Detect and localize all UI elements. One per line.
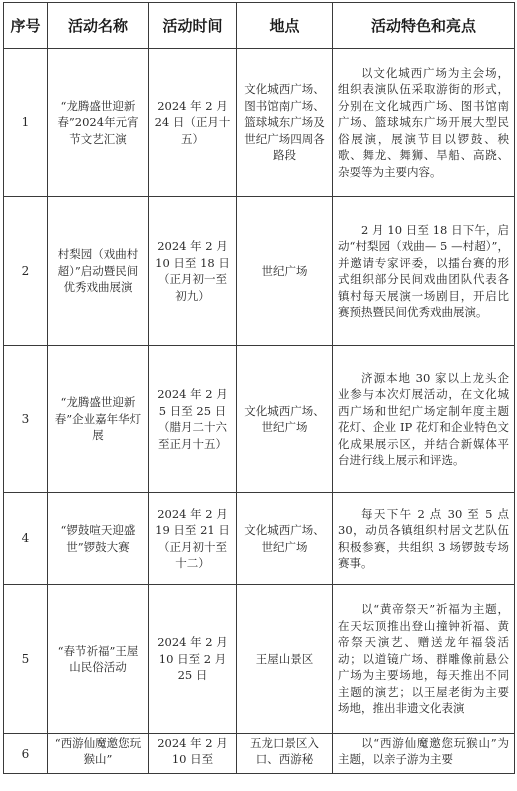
row-index: 3 — [4, 346, 48, 493]
row-index: 4 — [4, 493, 48, 585]
row-name-text: “西游仙魔邀您玩猴山” — [54, 735, 142, 766]
row-place: 文化城西广场、世纪广场 — [237, 346, 333, 493]
row-time: 2024 年 2 月 24 日（正月十五） — [149, 49, 237, 197]
row-feature: 以“黄帝祭天”祈福为主题，在天坛顶推出登山撞钟祈福、黄帝祭天演艺、赠送龙年福袋活动；以道镜广场、群雕像前悬公广场为主要场地，每天推出不同主题的演艺；以王屋老街为主要场地，推出非遗文化表演 — [333, 585, 515, 734]
row-place: 文化城西广场、世纪广场 — [237, 493, 333, 585]
row-place — [237, 734, 333, 774]
row-place-text: 五龙口景区入口、西游秘 — [250, 735, 319, 766]
row-name: “锣鼓喧天迎盛世”锣鼓大赛 — [48, 493, 149, 585]
row-time — [149, 734, 237, 774]
table-row — [4, 346, 515, 493]
header-name: 活动名称 — [48, 3, 149, 49]
row-index — [4, 734, 48, 774]
row-feature: 每天下午 2 点 30 至 5 点 30，动员各镇组织村居文艺队伍积极参赛，共组织 3 场锣鼓专场赛事。 — [333, 493, 515, 585]
row-index: 2 — [4, 197, 48, 346]
row-feature: 以文化城西广场为主会场，组织表演队伍采取游街的形式，分别在文化城西广场、图书馆南广场、篮球城东广场开展大型民俗展演，展演节目以锣鼓、秧歌、舞龙、舞狮、旱船、高跷、杂耍等为主要内容。 — [333, 49, 515, 197]
header-time: 活动时间 — [149, 3, 237, 49]
row-name: “龙腾盛世迎新春”2024年元宵节文艺汇演 — [48, 49, 149, 197]
row-index: 5 — [4, 585, 48, 734]
table-row — [4, 197, 515, 346]
row-index-text: 6 — [21, 746, 30, 761]
row-place: 王屋山景区 — [237, 585, 333, 734]
header-place: 地点 — [237, 3, 333, 49]
row-time: 2024 年 2 月 10 日至 2 月 25 日 — [149, 585, 237, 734]
table-row — [4, 493, 515, 585]
row-place: 世纪广场 — [237, 197, 333, 346]
table-row — [4, 734, 515, 774]
row-time: 2024 年 2 月 19 日至 21 日（正月初十至十二） — [149, 493, 237, 585]
header-feature: 活动特色和亮点 — [333, 3, 515, 49]
row-name: 村梨园（戏曲村超）”启动暨民间优秀戏曲展演 — [48, 197, 149, 346]
row-index: 1 — [4, 49, 48, 197]
table-header-row — [4, 3, 515, 49]
row-feature: 2 月 10 日至 18 日下午，启动“村梨园（戏曲— 5 —村超）”，并邀请专家评委，以擂台赛的形式组织部分民间戏曲团队代表各镇村每天展演一场剧目，开启比赛预热暨民间优秀戏曲展演。 — [333, 197, 515, 346]
row-name: “龙腾盛世迎新春”企业嘉年华灯展 — [48, 346, 149, 493]
row-name — [48, 734, 149, 774]
header-index: 序号 — [4, 3, 48, 49]
row-name: “春节祈福”王屋山民俗活动 — [48, 585, 149, 734]
row-time-text: 2024 年 2 月 10 日至 — [157, 735, 228, 766]
row-time: 2024 年 2 月 10 日至 18 日（正月初一至初九） — [149, 197, 237, 346]
table-row — [4, 49, 515, 197]
table-row — [4, 585, 515, 734]
row-place: 文化城西广场、图书馆南广场、篮球城东广场及世纪广场四周各路段 — [237, 49, 333, 197]
row-feature: 济源本地 30 家以上龙头企业参与本次灯展活动，在文化城西广场和世纪广场定制年度主题花灯、企业 IP 花灯和企业特色文化成果展示区，并结合新媒体平台进行线上展示和评选。 — [333, 346, 515, 493]
row-time: 2024 年 2 月 5 日至 25 日（腊月二十六至正月十五） — [149, 346, 237, 493]
activity-table — [3, 2, 515, 774]
row-feature-text: 以“西游仙魔邀您玩猴山”为主题，以亲子游为主要 — [338, 735, 509, 766]
row-feature — [333, 734, 515, 774]
